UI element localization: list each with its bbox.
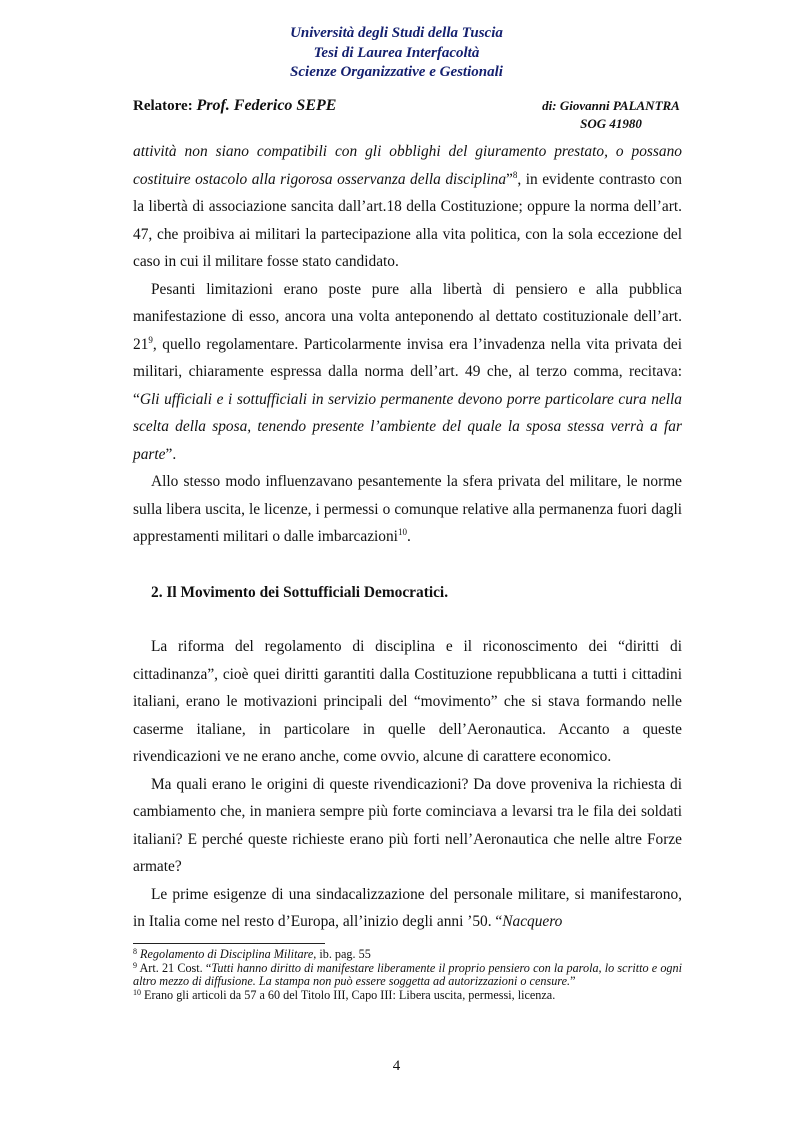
- footnote-text: Erano gli articoli da 57 a 60 del Titolo III, Capo III: Libera uscita, permessi, licenza.: [141, 987, 556, 1002]
- paragraph-text: Allo stesso modo influenzavano pesantemente la sfera privata del militare, le norme sulla libera uscita, le licenze, i permessi o comunque relative alla permanenza fuori dagli apprestamenti militari o dalle imbarcazioni: [133, 473, 682, 545]
- footnote-8: [133, 948, 682, 962]
- footnote-number: 10: [133, 987, 141, 997]
- header-line-thesis: Tesi di Laurea Interfacoltà: [313, 44, 480, 61]
- footnotes: [133, 948, 682, 1002]
- footnote-ref-9: 9: [148, 334, 153, 345]
- author-block: [536, 97, 686, 133]
- quote-text: Gli ufficiali e i sottufficiali in servizio permanente devono porre particolare cura nella scelta della sposa, tenendo presente l’ambiente del quale la sposa stessa verrà a far parte: [133, 390, 682, 463]
- header-line-faculty: Scienze Organizzative e Gestionali: [290, 64, 503, 80]
- paragraph-6: [133, 881, 682, 936]
- relatore-line: [133, 97, 336, 115]
- footnote-text: ”: [570, 974, 576, 989]
- page-number: 4: [392, 1058, 401, 1074]
- quote-text: attività non siano compatibili con gli obblighi del giuramento prestato, o possano costituire ostacolo alla rigorosa osservanza della disciplina: [133, 143, 682, 188]
- section-heading: 2. Il Movimento dei Sottufficiali Democratici.: [151, 583, 449, 601]
- paragraph-text: , in evidente contrasto con la libertà di associazione sancita dall’art.18 della Costituzione; oppure la norma dell’art. 47, che proibiva ai militari la partecipazione alla vita politica, con la sola eccezione del caso in cui il militare fosse stato candidato.: [133, 170, 682, 270]
- paragraph-5: Ma quali erano le origini di queste rivendicazioni? Da dove proveniva la richiesta di cambiamento che, in maniera sempre più forte cominciava a levarsi tra le fila dei soldati italiani? E perché queste richieste erano più forti nell’Aeronautica che nelle altre Forze armate?: [133, 775, 682, 875]
- footnote-9: [133, 962, 682, 989]
- paragraph-text: .: [406, 528, 411, 545]
- paragraph-text: Le prime esigenze di una sindacalizzazione del personale militare, si manifestarono, in Italia come nel resto d’Europa, all’inizio degli anni ’50. “: [133, 885, 682, 930]
- paragraph-text: , quello regolamentare. Particolarmente invisa era l’invadenza nella vita privata dei militari, chiaramente espressa dalla norma dell’art. 49 che, al terzo comma, recitava: “: [133, 335, 682, 408]
- relatore-label: Relatore:: [133, 98, 193, 114]
- footnote-ref-10: 10: [397, 527, 407, 537]
- footnote-text: Art. 21 Cost. “: [137, 960, 212, 975]
- footnote-text: , ib. pag. 55: [313, 947, 371, 961]
- paragraph-2: [133, 276, 682, 469]
- body-text: [133, 138, 682, 936]
- relatore-name: Prof. Federico SEPE: [196, 97, 337, 114]
- footnote-10: [133, 989, 682, 1003]
- paragraph-4: La riforma del regolamento di disciplina e il riconoscimento dei “diritti di cittadinanza”, cioè quei diritti garantiti dalla Costituzione repubblicana a tutti i cittadini italiani, erano le motivazioni principali del “movimento” che si stava formando nelle caserme italiane, in particolare in quelle dell’Aeronautica. Accanto a queste rivendicazioni ve ne erano anche, come ovvio, alcune di carattere economico.: [133, 638, 682, 765]
- university-header: [0, 24, 793, 83]
- footnote-ref-8: 8: [512, 169, 518, 180]
- author-id: SOG 41980: [580, 116, 642, 131]
- quote-close: ”: [506, 170, 513, 188]
- footnote-number: 8: [133, 947, 137, 956]
- header-line-university: Università degli Studi della Tuscia: [290, 25, 503, 41]
- footnote-title: Regolamento di Disciplina Militare: [140, 947, 314, 961]
- paragraph-1: [133, 138, 682, 276]
- footnote-number: 9: [133, 960, 137, 970]
- footnote-quote: Tutti hanno diritto di manifestare liberamente il proprio pensiero con la parola, lo scritto e ogni altro mezzo di diffusione. La stampa non può essere soggetta ad autorizzazioni o censure.: [133, 960, 682, 989]
- author-name: di: Giovanni PALANTRA: [542, 98, 680, 113]
- quote-text: Nacquero: [502, 913, 563, 930]
- paragraph-text: Pesanti limitazioni erano poste pure alla libertà di pensiero e alla pubblica manifestazione di esso, ancora una volta anteponendo al dettato costituzionale dell’art. 21: [133, 280, 682, 353]
- paragraph-3: [133, 468, 682, 551]
- footnote-separator: [133, 943, 325, 944]
- paragraph-text: ”.: [165, 445, 177, 463]
